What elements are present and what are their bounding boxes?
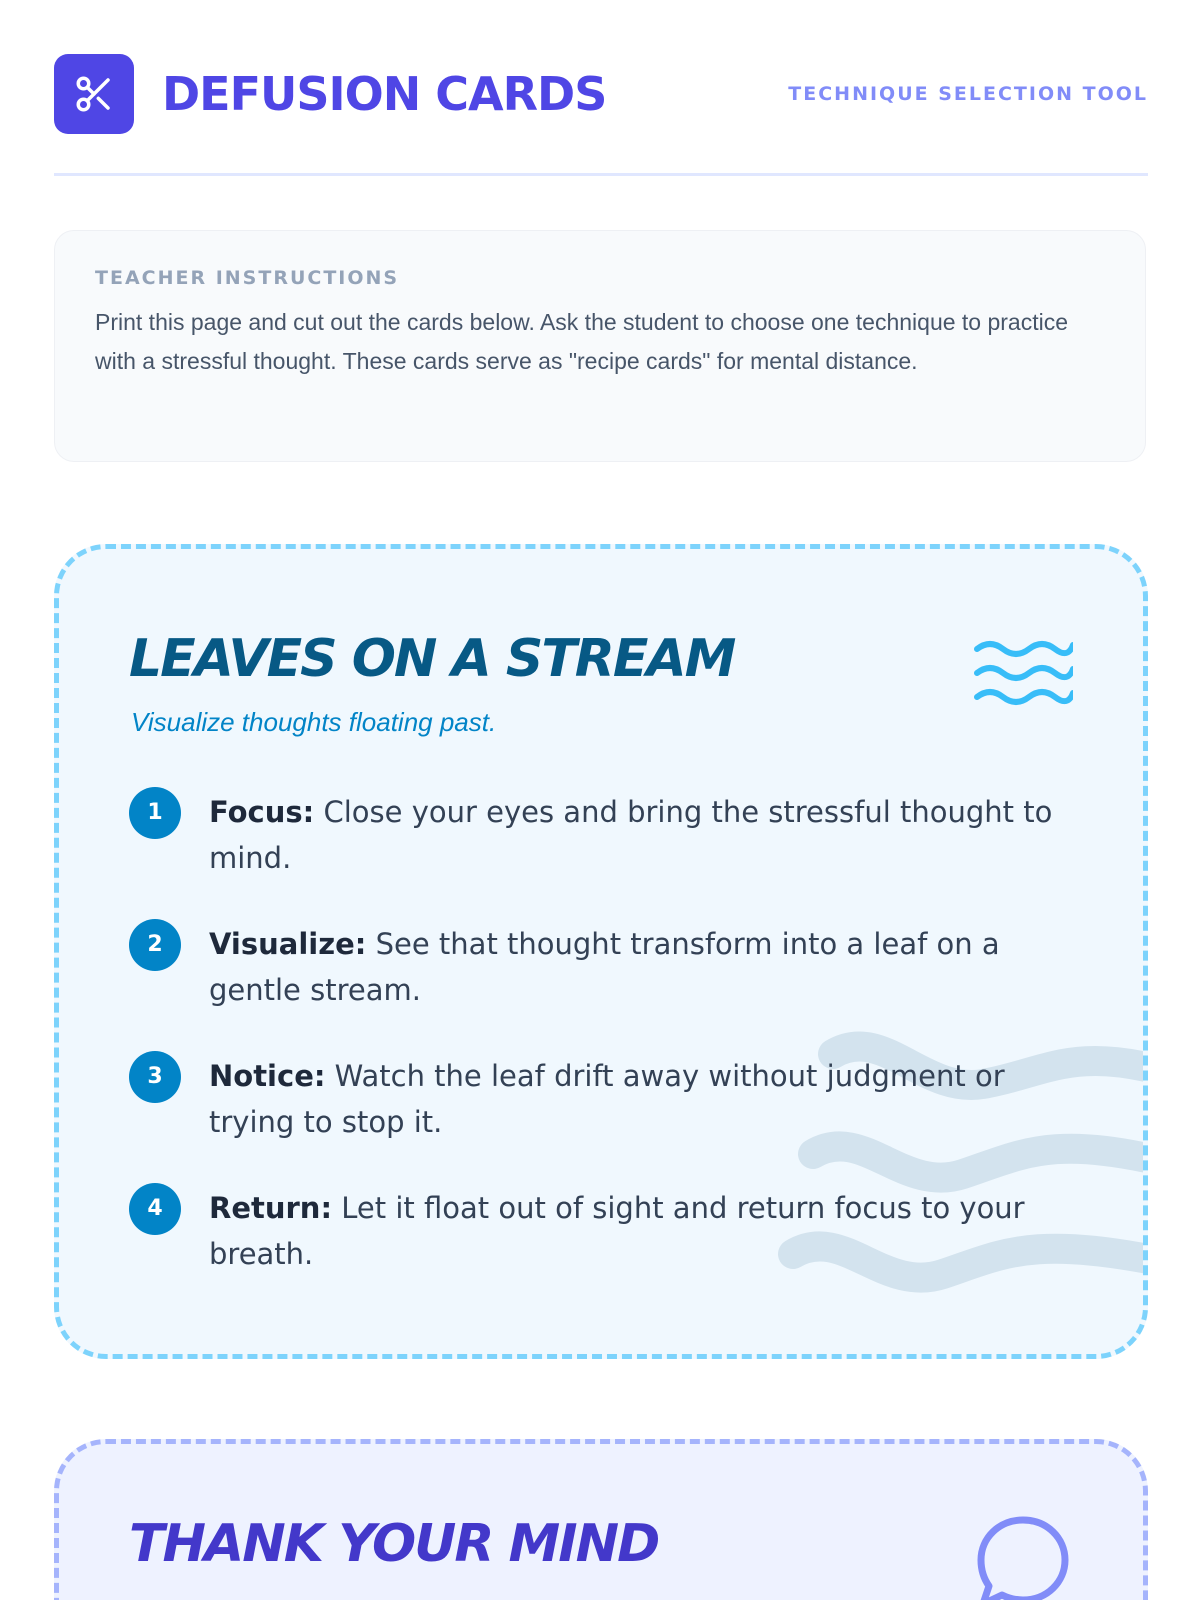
card-subtitle: Visualize thoughts floating past. <box>131 707 497 737</box>
technique-card-thank-your-mind <box>54 1439 1148 1600</box>
step-label: Return: <box>209 1191 333 1225</box>
step-text: Close your eyes and bring the stressful thought to mind. <box>209 795 1053 875</box>
step-number-badge: 1 <box>129 787 181 839</box>
speech-bubble-icon <box>973 1514 1073 1600</box>
step-number-badge: 4 <box>129 1183 181 1235</box>
step-item <box>129 1053 1069 1145</box>
step-item <box>129 1185 1069 1277</box>
instructions-text: Print this page and cut out the cards below. Ask the student to choose one technique to practice with a stressful thought. These cards serve as "recipe cards" for mental distance. <box>95 309 1069 374</box>
page-header <box>54 54 1148 134</box>
teacher-instructions-panel <box>54 230 1146 462</box>
step-number-badge: 2 <box>129 919 181 971</box>
step-label: Notice: <box>209 1059 326 1093</box>
steps-list <box>129 789 1069 1317</box>
step-number-badge: 3 <box>129 1051 181 1103</box>
step-text: Watch the leaf drift away without judgment or trying to stop it. <box>209 1059 1005 1139</box>
card-title: LEAVES ON A STREAM <box>129 629 735 689</box>
step-label: Focus: <box>209 795 315 829</box>
scissors-icon <box>54 54 134 134</box>
card-title: THANK YOUR MIND <box>129 1514 659 1574</box>
step-label: Visualize: <box>209 927 367 961</box>
step-item <box>129 789 1069 881</box>
page-subtitle: TECHNIQUE SELECTION TOOL <box>788 83 1148 105</box>
step-text: Let it float out of sight and return focus to your breath. <box>209 1191 1025 1271</box>
header-divider <box>54 173 1148 176</box>
step-text: See that thought transform into a leaf on a gentle stream. <box>209 927 1000 1007</box>
instructions-label: TEACHER INSTRUCTIONS <box>95 267 400 289</box>
page-title: DEFUSION CARDS <box>162 67 607 121</box>
step-item <box>129 921 1069 1013</box>
technique-card-leaves-on-a-stream <box>54 544 1148 1359</box>
waves-icon <box>973 637 1073 709</box>
